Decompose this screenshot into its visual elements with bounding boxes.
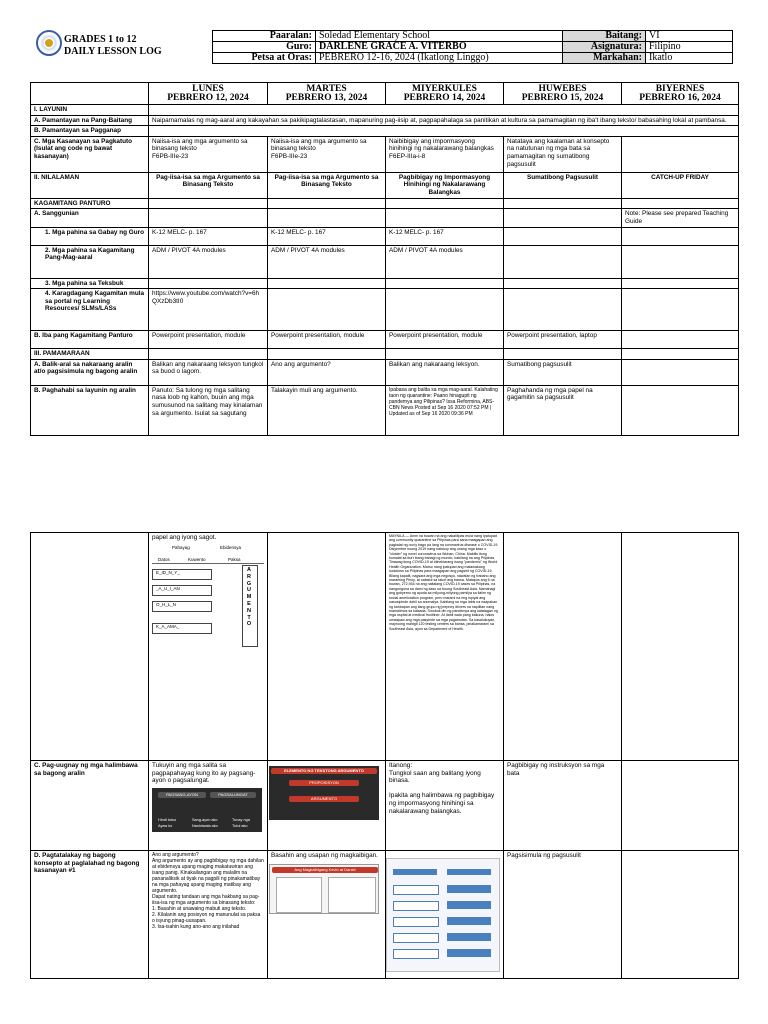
day-header: MARTES PEBRERO 13, 2024: [268, 83, 386, 105]
diagram-word-box: _A_U_I_AN: [152, 585, 212, 596]
diagram-label: Kuwento: [188, 557, 206, 562]
diagram-word-box: K_A_AMA_: [152, 623, 212, 634]
pagtatalakay-cell: Pagsisimula ng pagsusulit: [504, 851, 622, 979]
label-asignatura: Asignatura:: [563, 42, 646, 53]
value-markahan: Ikatlo: [646, 53, 733, 64]
deped-seal-icon: [36, 30, 62, 56]
row-label-pamantayan: A. Pamantayan na Pang-Baitang: [31, 115, 149, 126]
day-header: HUWEBES PEBRERO 15, 2024: [504, 83, 622, 105]
balik-cell: Balikan ang nakaraang leksyon tungkol sa buod o lagom.: [149, 359, 268, 385]
label-baitang: Baitang:: [563, 31, 646, 42]
section-nilalaman: II. NILALAMAN: [31, 172, 149, 198]
pag-uugnay-cell: Itanong: Tungkol saan ang balitang iyong binasa. Ipakita ang halimbawa ng pagbibigay ng impormasyong hinihingi sa nakalarawang balangkas.: [386, 761, 504, 851]
balik-cell: Balikan ang nakaraang leksyon.: [386, 359, 504, 385]
row-label-kagamitan-pang: 2. Mga pahina sa Kagamitang Pang-Mag-aaral: [31, 245, 149, 278]
pamantayan-text: Naipamamalas ng mag-aaral ang kakayahan sa pakikipagtalastasan, mapanuring pag-iisip at, pagpapahalaga sa panitikan at kultura sa pamamagitan ng iba't ibang teksto/ babasahing lokal at pambansa.: [149, 115, 739, 126]
gabay-cell: K-12 MELC- p. 167: [268, 227, 386, 245]
lesson-log-table-continued: [30, 532, 739, 979]
corner-cell: [31, 83, 149, 105]
iba-cell: Powerpoint presentation, module: [268, 331, 386, 349]
iba-cell: Powerpoint presentation, module: [149, 331, 268, 349]
value-guro: DARLENE GRACE A. VITERBO: [316, 42, 563, 53]
row-label-sanggunian: A. Sanggunian: [31, 209, 149, 227]
lesson-log-table: [30, 82, 739, 436]
paghahabi-cell: Paghahanda ng mga papel na gagamitin sa pagsusulit: [504, 385, 622, 435]
paghahabi-cell: Panuto: Sa tulong ng mga salitang nasa loob ng kahon, buuin ang mga sumusunod na salitang may kinalaman sa argumento. Isulat sa sagutang: [149, 385, 268, 435]
value-asignatura: Filipino: [646, 42, 733, 53]
section-pamamaraan: III. PAMAMARAAN: [31, 349, 149, 360]
kasanayan-cell: Naiisa-isa ang mga argumento sa binasang teksto F6PB-IIIe-23: [149, 136, 268, 172]
nilalaman-cell: Sumatibong Pagsusulit: [504, 172, 622, 198]
gabay-cell: K-12 MELC- p. 167: [386, 227, 504, 245]
row-label-pagtatalakay: D. Pagtatalakay ng bagong konsepto at paglalahad ng bagong kasanayan #1: [31, 851, 149, 979]
argumento-diagram: [152, 545, 264, 645]
slide-elemento: ELEMENTO NG TEKSTONG ARGUMENTO PROPOSISYON ARGUMENTO: [269, 766, 379, 820]
row-label-pagganap: B. Pamantayan sa Pagganap: [31, 126, 149, 137]
value-petsa: PEBRERO 12-16, 2024 (Ikatlong Linggo): [316, 53, 563, 64]
row-label-karagdagan: 4. Karagdagang Kagamitan mula sa portal ng Learning Resources/ SLMs/LASs: [31, 289, 149, 331]
nilalaman-cell: Pagbibigay ng Impormasyong Hinihingi ng Nakalarawang Balangkas: [386, 172, 504, 198]
label-petsa: Petsa at Oras:: [213, 53, 316, 64]
day-header: BIYERNES PEBRERO 16, 2024: [622, 83, 739, 105]
diagram-label: Ebidensya: [220, 545, 242, 550]
balangkas-diagram: [386, 858, 500, 972]
paghahabi-cell: Ipabasa ang balita sa mga mag-aaral. Kalahating taon ng quarantine: Paano hinagupit ng pandemya ang Pilipinas? Issa Reformina, ABS-CBN News Posted at Sep 16 2020 07:52 PM | Updated as of Sep 16 2020 09:36 PM: [386, 385, 504, 435]
kagamitan-cell: ADM / PIVOT 4A modules: [268, 245, 386, 278]
row-label-balik-aral: A. Balik-aral sa nakaraang aralin at/o pagsisimula ng bagong aralin: [31, 359, 149, 385]
diagram-top-label: Pahayag: [172, 545, 190, 550]
diagram-label: Datos: [158, 557, 170, 562]
vertical-word: A R G U M E N T O: [246, 567, 252, 628]
slide-pagsang-ayon: PAGSANG-AYON PAGSALUNGAT Hindi totoo Sang-ayon ako Tunay nga Ayaw ko Naniniwala ako Tutol ako: [152, 788, 262, 832]
slide-usapan: Ang Magkaibigang Kevin at Daniel: [269, 864, 379, 914]
continued-text: papel ang iyong sagot.: [152, 534, 217, 541]
kagamitan-cell: ADM / PIVOT 4A modules: [386, 245, 504, 278]
day-header: LUNES PEBRERO 12, 2024: [149, 83, 268, 105]
pagtatalakay-cell: Basahin ang usapan ng magkaibigan.: [268, 851, 386, 979]
row-label-pag-uugnay: C. Pag-uugnay ng mga halimbawa sa bagong aralin: [31, 761, 149, 851]
gabay-cell: K-12 MELC- p. 167: [149, 227, 268, 245]
row-label-iba-pang: B. Iba pang Kagamitang Panturo: [31, 331, 149, 349]
paghahabi-cell: Talakayin muli ang argumento.: [268, 385, 386, 435]
pag-uugnay-cell: Pagbibigay ng instruksyon sa mga bata: [504, 761, 622, 851]
nilalaman-cell: Pag-iisa-isa sa mga Argumento sa Binasang Teksto: [268, 172, 386, 198]
row-label-teksbuk: 3. Mga pahina sa Teksbuk: [31, 278, 149, 289]
value-baitang: VI: [646, 31, 733, 42]
label-markahan: Markahan:: [563, 53, 646, 64]
pag-uugnay-cell: Tukuyin ang mga salita sa pagpapahayag kung ito ay pagsang-ayon o pagsalungat.: [149, 761, 268, 851]
label-paaralan: Paaralan:: [213, 31, 316, 42]
kasanayan-cell: Naibibigay ang impormasyong hinihingi ng nakalarawang balangkas F6EP-IIIa-i-8: [386, 136, 504, 172]
header-info-table: [212, 30, 733, 64]
day-header: MIYERKULES PEBRERO 14, 2024: [386, 83, 504, 105]
diagram-label: Paksa: [228, 557, 241, 562]
row-label-gabay: 1. Mga pahina sa Gabay ng Guro: [31, 227, 149, 245]
iba-cell: Powerpoint presentation, module: [386, 331, 504, 349]
sanggunian-note: Note: Please see prepared Teaching Guide: [622, 209, 739, 227]
kasanayan-cell: Naiisa-isa ang mga argumento sa binasang teksto F6PB-IIIe-23: [268, 136, 386, 172]
section-kagamitan: KAGAMITANG PANTURO: [31, 198, 149, 209]
iba-cell: Powerpoint presentation, laptop: [504, 331, 622, 349]
diagram-word-box: E_ID_N_Y_: [152, 569, 212, 580]
row-label-kasanayan: C. Mga Kasanayan sa Pagkatuto (Isulat ang code ng bawat kasanayan): [31, 136, 149, 172]
label-guro: Guro:: [213, 42, 316, 53]
youtube-link[interactable]: https://www.youtube.com/watch?v=6hQXzDb3tI0: [149, 289, 268, 331]
value-paaralan: Soledad Elementary School: [316, 31, 563, 42]
news-article: MAYNILA — Anim na buwan na ang nakalilipas mula nang ipatupad ang community quarantine sa Pilipinas para sana maagapan ang pagkalat ng noo'y bago pa lang na coronavirus disease o COVID-19. Disyembre noong 2019 nang natukoy ang unang mga kaso o "cluster" ng novel coronavirus sa Wuhan, China. Mabilis itong kumalat sa iba't ibang bahagi ng mundo, kabilang na ang Pilipinas. Tinawag itong COVID-19 at idineklarang isang "pandemic" ng World Health Organization. Marso nang ipatupad ang malawakang lockdown sa Pilipinas para maagapan ang pagsirit ng COVID-19. Bilang kapalit, nagsara ang mga negosyo, nawalan ng trabaho ang maraming Pinoy, at nabalot sa takot ang bansa. Matapos ang 6 na buwan, 272,934 na ang naitalang COVID-19 cases sa Pilipinas, na nangunguna sa dami ng kaso sa buong Southeast Asia. Namahagi ang gobyerno ng ayuda sa milyong-milyong pamilya sa ilalim ng social amelioration program, pero marami na ring ispiyal ang nasusipinde dahil sa anomalya. Kabilang sa mga labis na naapakan ng kahirapan ang ilang grupo ng jeepney drivers na napilitan nang mamalimos sa kalsada. Sinubok din ng pandemya ang katatagan ng mga ospital at medical frontliner. At dahil wala pang bakuna, halos umaapaw ang mga pasyente sa mga pagamutan. Sa kasalukuyan, mayroong mahigit 120 testing centers sa bansa, pinakamarami sa Southeast Asia, ayon sa Department of Health.: [389, 534, 499, 631]
nilalaman-cell: Pag-iisa-isa sa mga Argumento sa Binasang Teksto: [149, 172, 268, 198]
pagtatalakay-cell: Ano ang argumento? Ang argumento ay ang pagbibigay ng mga dahilan at ebidensya upang maging makatuwiran ang isang panig. Kinakailangan ang malalim na pananaliksik at tiyak na pagpili ng pinakamatibay na mga pahayag upang maging matibay ang argumento. Dapat nating tandaan ang mga hakbang sa pag-iisa-isa ng mga argumento sa binasang teksto: 1. Basahin at unawaing mabuti ang teksto. 2. Kilalanin ang posisyon ng manunulat sa paksa o isyung pinag-uusapan. 3. Isa-isahin kung ano-ano ang inilahad: [149, 851, 268, 979]
form-title: GRADES 1 to 12: [64, 34, 137, 45]
nilalaman-cell: CATCH-UP FRIDAY: [622, 172, 739, 198]
form-subtitle: DAILY LESSON LOG: [64, 46, 162, 57]
kasanayan-cell: [622, 136, 739, 172]
balik-cell: Ano ang argumento?: [268, 359, 386, 385]
section-layunin: I. LAYUNIN: [31, 105, 149, 116]
row-label-paghahabi: B. Paghahabi sa layunin ng aralin: [31, 385, 149, 435]
news-cell: [386, 533, 504, 761]
kasanayan-cell: Natataya ang kaalaman at konsepto na natutunan ng mga bata sa pamamagitan ng sumatibong pagsusulit: [504, 136, 622, 172]
kagamitan-cell: ADM / PIVOT 4A modules: [149, 245, 268, 278]
diagram-word-box: O_H_L_N: [152, 601, 212, 612]
balik-cell: Sumatibong pagsusulit: [504, 359, 622, 385]
